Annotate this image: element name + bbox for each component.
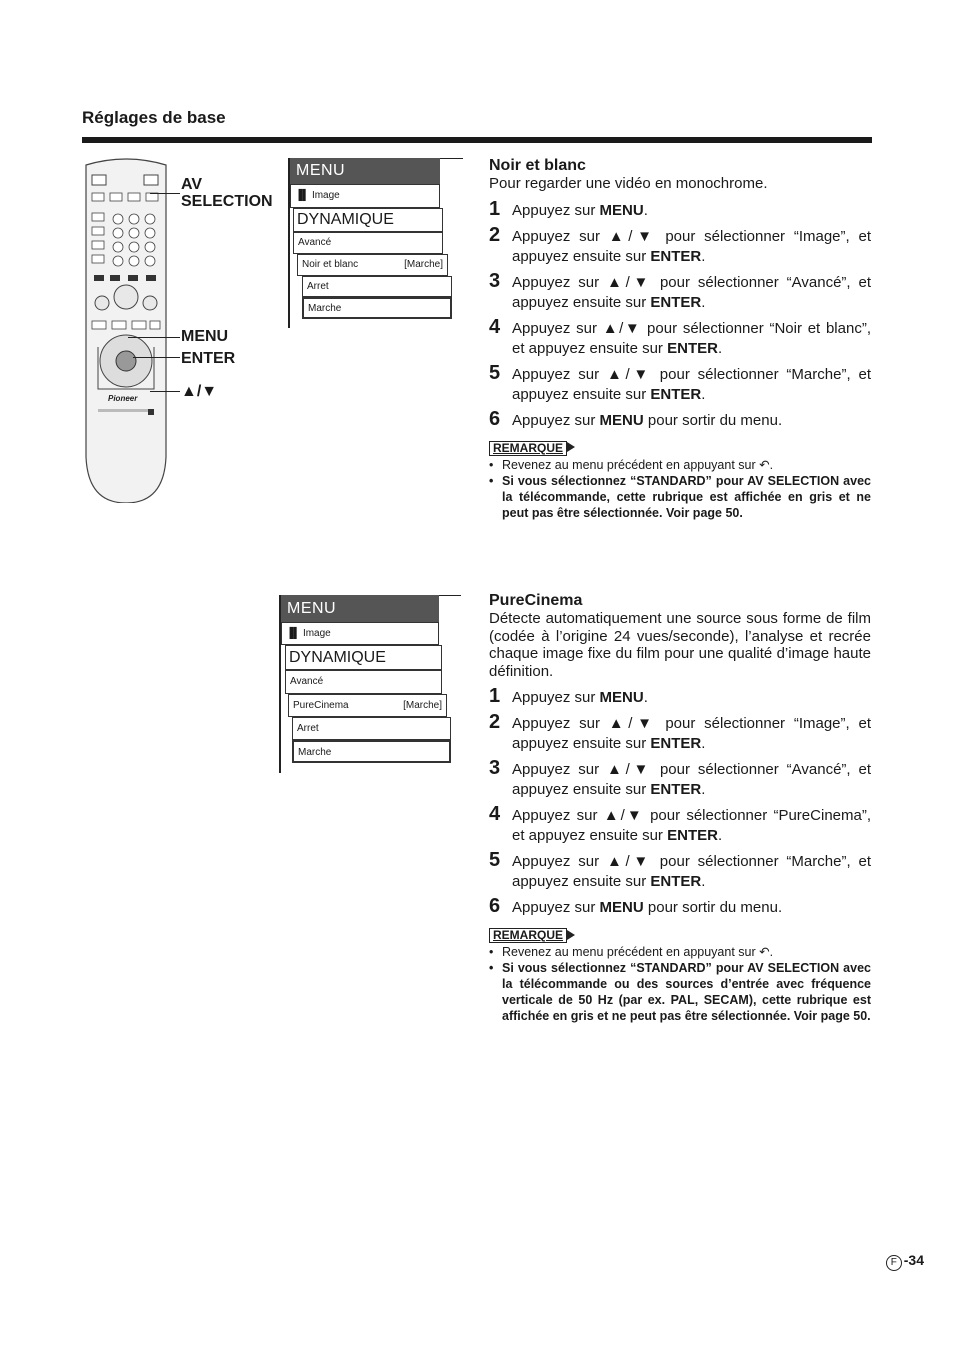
menu-item-row: PureCinema [Marche]: [288, 694, 447, 717]
step-item: 2 Appuyez sur ▲/▼ pour sélectionner “Image”, et appuyez ensuite sur ENTER.: [489, 223, 871, 265]
menu-advanced-row: Avancé: [293, 232, 443, 254]
menu-image-row: ▐▌ Image: [290, 184, 440, 208]
menu-option-marche: Marche: [302, 297, 452, 319]
menu-mode-row: DYNAMIQUE: [285, 645, 442, 670]
page-title: Réglages de base: [82, 108, 226, 127]
step-number: 6: [489, 407, 501, 430]
label-selection: SELECTION: [181, 193, 273, 210]
remark-header: REMARQUE: [489, 439, 871, 457]
remark-note: • Si vous sélectionnez “STANDARD” pour AV SELECTION avec la télécommande, cette rubrique est affichée en gris et ne peut pas être sélectionnée. Voir page 50.: [489, 473, 871, 521]
remark-note: • Si vous sélectionnez “STANDARD” pour AV SELECTION avec la télécommande ou des sources d’entrée avec fréquence verticale de 50 Hz (par ex. PAL, SECAM), cette rubrique est affichée en gris et ne peut pas être sélectionnée. Voir page 50.: [489, 960, 871, 1024]
return-icon: ↶: [759, 945, 770, 959]
step-number: 4: [489, 315, 501, 338]
svg-text:Pioneer: Pioneer: [108, 394, 138, 403]
menu-item-row: Noir et blanc [Marche]: [297, 254, 448, 276]
label-arrows: ▲/▼: [181, 383, 218, 400]
menu-title: MENU: [290, 158, 440, 184]
key-name: MENU: [599, 899, 644, 916]
label-enter: ENTER: [181, 350, 236, 367]
step-item: 6 Appuyez sur MENU pour sortir du menu.: [489, 407, 783, 430]
step-number: 5: [489, 361, 501, 384]
step-item: 3 Appuyez sur ▲/▼ pour sélectionner “Avancé”, et appuyez ensuite sur ENTER.: [489, 269, 871, 311]
key-name: MENU: [599, 689, 644, 706]
remark-note: • Revenez au menu précédent en appuyant sur ↶.: [489, 457, 871, 473]
header-rule: [82, 137, 872, 143]
label-av: AV: [181, 176, 203, 193]
step-number: 5: [489, 849, 501, 871]
key-name: ENTER: [650, 385, 702, 403]
step-item: 1 Appuyez sur MENU.: [489, 197, 648, 220]
section-noir-et-blanc: [489, 157, 871, 521]
key-name: ENTER: [650, 735, 702, 752]
step-item: 5 Appuyez sur ▲/▼ pour sélectionner “Marche”, et appuyez ensuite sur ENTER.: [489, 361, 871, 403]
step-number: 4: [489, 803, 501, 825]
key-name: ENTER: [667, 339, 718, 357]
menu-option-arret: Arret: [292, 717, 451, 740]
key-name: ENTER: [650, 293, 702, 311]
language-badge: F: [886, 1255, 902, 1271]
remark-note: • Revenez au menu précédent en appuyant sur ↶.: [489, 944, 871, 960]
step-item: 3 Appuyez sur ▲/▼ pour sélectionner “Avancé”, et appuyez ensuite sur ENTER.: [489, 757, 871, 798]
step-number: 3: [489, 269, 501, 292]
page-number: F -34: [886, 1252, 924, 1271]
osd-menu-purecinema: [279, 595, 461, 773]
step-item: 2 Appuyez sur ▲/▼ pour sélectionner “Image”, et appuyez ensuite sur ENTER.: [489, 711, 871, 752]
label-menu: MENU: [181, 328, 229, 345]
remote-control-illustration: [80, 157, 172, 503]
step-number: 6: [489, 895, 501, 917]
section-description: Détecte automatiquement une source sous forme de film (codée à l’origine 24 vues/seconde), l’analyse et recrée chaque image fixe du film pour une qualité d’image haute définition.: [489, 610, 871, 680]
section-purecinema: [489, 592, 871, 1024]
menu-title: MENU: [281, 595, 439, 622]
section-description: Pour regarder une vidéo en monochrome.: [489, 175, 768, 192]
leader-line: [133, 357, 180, 358]
return-icon: ↶: [759, 457, 770, 472]
menu-mode-row: DYNAMIQUE: [293, 208, 443, 232]
step-number: 2: [489, 711, 501, 733]
remark-header: REMARQUE: [489, 926, 871, 944]
key-name: ENTER: [650, 781, 702, 798]
arrow-icon: [567, 930, 575, 940]
step-item: 4 Appuyez sur ▲/▼ pour sélectionner “Noir et blanc”, et appuyez ensuite sur ENTER.: [489, 315, 871, 357]
step-number: 1: [489, 197, 501, 220]
leader-line: [150, 391, 180, 392]
picture-icon: ▐▌: [286, 628, 301, 639]
key-name: ENTER: [650, 873, 702, 890]
arrow-icon: [567, 442, 575, 452]
leader-line: [128, 337, 180, 338]
steps-list: [489, 685, 871, 918]
step-item: 1 Appuyez sur MENU.: [489, 685, 648, 707]
step-item: 5 Appuyez sur ▲/▼ pour sélectionner “Marche”, et appuyez ensuite sur ENTER.: [489, 849, 871, 890]
menu-advanced-row: Avancé: [285, 670, 442, 694]
key-name: ENTER: [667, 827, 718, 844]
step-item: 6 Appuyez sur MENU pour sortir du menu.: [489, 895, 783, 917]
osd-menu-noir-et-blanc: [288, 158, 463, 328]
leader-line: [150, 193, 180, 194]
section-title: Noir et blanc: [489, 157, 586, 174]
key-name: ENTER: [650, 247, 702, 265]
key-name: MENU: [599, 411, 644, 429]
key-name: MENU: [599, 201, 644, 219]
step-number: 1: [489, 685, 501, 707]
steps-list: [489, 197, 871, 431]
menu-option-marche: Marche: [292, 740, 451, 763]
menu-option-arret: Arret: [302, 276, 452, 297]
section-title: PureCinema: [489, 592, 583, 609]
step-number: 2: [489, 223, 501, 246]
picture-icon: ▐▌: [295, 190, 310, 201]
menu-image-row: ▐▌ Image: [281, 622, 439, 645]
step-item: 4 Appuyez sur ▲/▼ pour sélectionner “PureCinema”, et appuyez ensuite sur ENTER.: [489, 803, 871, 844]
step-number: 3: [489, 757, 501, 779]
